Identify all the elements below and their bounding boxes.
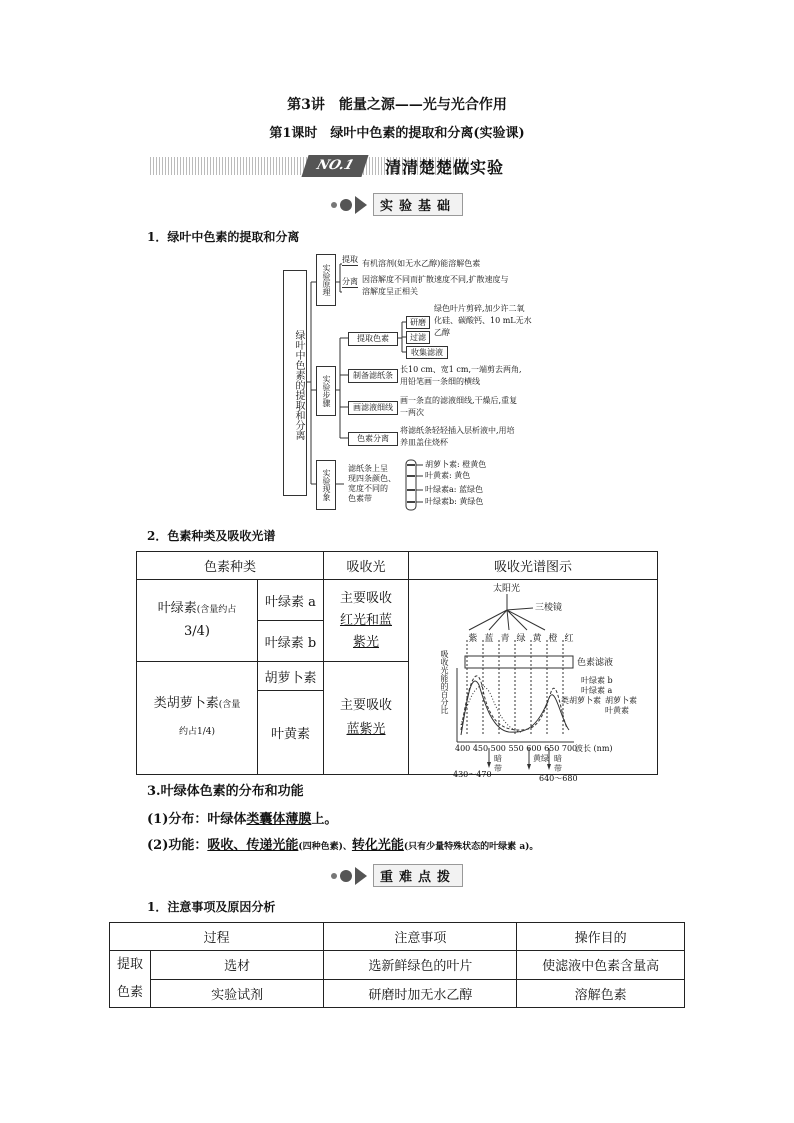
- fc-root: 绿叶中色素的提取和分离: [283, 270, 307, 496]
- cell-chlorophyll: [137, 580, 258, 662]
- fig-leg-caro: 胡萝卜素: [605, 696, 637, 705]
- fig-sun: 太阳光: [493, 584, 521, 594]
- fig-prism: 三棱镜: [535, 603, 563, 613]
- chl-name: 叶绿素: [157, 601, 197, 616]
- fc-s1-text1: 绿色叶片剪碎,加少许二氧: [434, 304, 525, 313]
- cell-carotenoid: [137, 662, 258, 775]
- fc-s4-text1: 将滤纸条轻轻插入层析液中,用培: [400, 426, 515, 435]
- th-spectrum: 吸收光谱图示: [409, 552, 658, 580]
- fig-yg: 黄绿: [533, 754, 549, 763]
- fc-extract: 提取: [342, 255, 358, 264]
- page-subtitle: 第1课时 绿叶中色素的提取和分离(实验课): [269, 126, 525, 141]
- banner-text: 清清楚楚做实验: [385, 158, 505, 177]
- band-chla: 叶绿素a: 蓝绿色: [425, 485, 484, 494]
- chl-note: (含量约占: [196, 605, 237, 615]
- fc-result-text2: 现四条颜色、: [348, 474, 396, 483]
- cell-purpose: 使滤液中色素含量高: [517, 951, 685, 980]
- section1-heading: 1．绿叶中色素的提取和分离: [147, 230, 300, 244]
- chl-abs1: 主要吸收: [339, 590, 392, 606]
- pigment-table: [136, 551, 658, 783]
- l2-underline2: 转化光能: [351, 838, 404, 853]
- fig-dark1: 暗带: [494, 754, 502, 773]
- car-abs2: 蓝紫光: [346, 722, 386, 737]
- l1-post: 上。: [311, 812, 338, 827]
- fig-range1: 430～470: [453, 770, 492, 779]
- cat-line2: 色素: [116, 985, 143, 1000]
- cell-chla: 叶绿素 a: [258, 580, 324, 621]
- arrow-icon: [355, 867, 367, 885]
- fig-dark2: 暗带: [554, 754, 562, 773]
- fig-color-label: 绿: [516, 634, 526, 644]
- dot-icon: [331, 873, 337, 879]
- fc-s2-text2: 用铅笔画一条细的横线: [400, 377, 480, 386]
- fig-range2: 640～680: [539, 774, 578, 783]
- section3-heading: 3.叶绿体色素的分布和功能: [147, 784, 304, 799]
- cell-item: 选材: [151, 951, 324, 980]
- fc-result-text4: 色素带: [348, 494, 372, 503]
- fig-ylabel: 吸收光能的百分比: [440, 650, 449, 714]
- fc-step1: 提取色素: [348, 332, 398, 346]
- l1-pre: (1)分布：叶绿体: [147, 812, 247, 827]
- cell-note: 选新鲜绿色的叶片: [324, 951, 517, 980]
- subhead-basics: [0, 193, 794, 216]
- fig-filtrate: 色素滤液: [577, 658, 614, 668]
- fig-color-label: 橙: [548, 634, 558, 644]
- fig-leg-car: 类胡萝卜素: [561, 696, 601, 705]
- cell-car-absorb: [324, 662, 409, 775]
- fc-step3: 画滤液细线: [348, 401, 398, 415]
- l2-pre: (2)功能：: [147, 838, 208, 853]
- section3-line2: [147, 834, 538, 853]
- band-chlb: 叶绿素b: 黄绿色: [425, 497, 484, 506]
- fig-color-label: 红: [564, 634, 574, 644]
- flowchart: [278, 252, 558, 514]
- cell-spectrum: [409, 580, 658, 783]
- cell-category: [110, 951, 151, 1008]
- car-abs1: 主要吸收: [339, 698, 392, 713]
- fc-s1-text2: 化硅、碳酸钙、10 mL无水: [434, 316, 532, 325]
- notes-table: [109, 922, 685, 1008]
- fc-sep-text1: 因溶解度不同而扩散速度不同,扩散速度与: [362, 275, 509, 284]
- section3-line1: [147, 808, 337, 827]
- section-banner: [150, 155, 650, 179]
- cell-carotene: 胡萝卜素: [258, 662, 324, 691]
- fc-principle: 实验原理: [316, 254, 336, 306]
- cell-note: 研磨时加无水乙醇: [324, 979, 517, 1008]
- arrow-icon: [355, 196, 367, 214]
- l2-note: (只有少量特殊状态的叶绿素 a)。: [403, 842, 539, 852]
- fig-leg-b: 叶绿素 b: [581, 676, 613, 685]
- cat-line1: 提取: [116, 957, 143, 972]
- cell-chlb: 叶绿素 b: [258, 621, 324, 662]
- fc-steps: 实验步骤: [316, 366, 336, 416]
- fc-result-text3: 宽度不同的: [348, 484, 388, 493]
- cell-xanthophyll: 叶黄素: [258, 691, 324, 775]
- fc-result: 实验现象: [316, 460, 336, 510]
- fc-result-text1: 滤纸条上呈: [348, 464, 388, 473]
- th-absorb: 吸收光: [324, 552, 409, 580]
- dot-icon: [331, 202, 337, 208]
- chl-abs2: 红光和蓝: [339, 612, 392, 628]
- th-note: 注意事项: [324, 923, 517, 951]
- fc-extract-text: 有机溶剂(如无水乙醇)能溶解色素: [362, 259, 481, 268]
- fc-filter: 过滤: [406, 331, 430, 344]
- th-process: 过程: [110, 923, 324, 951]
- fig-colors: [465, 634, 577, 644]
- section2-heading: 2．色素种类及吸收光谱: [147, 529, 276, 543]
- banner-tag: NO.1: [301, 155, 368, 177]
- page-title: 第3讲 能量之源——光与光合作用: [287, 97, 507, 113]
- fc-step2: 制备滤纸条: [348, 369, 398, 383]
- fc-grind: 研磨: [406, 316, 430, 329]
- fc-s1-text3: 乙醇: [434, 328, 450, 337]
- fc-s3-text2: 一两次: [400, 408, 424, 417]
- band-carotene: 胡萝卜素: 橙黄色: [425, 460, 487, 469]
- chl-abs3: 紫光: [352, 634, 379, 650]
- fig-color-label: 紫: [468, 634, 478, 644]
- l2-underline1: 吸收、传递光能: [207, 838, 299, 853]
- th-purpose: 操作目的: [517, 923, 685, 951]
- fc-s2-text1: 长10 cm、宽1 cm,一端剪去两角,: [400, 365, 522, 374]
- section4-heading: 1．注意事项及原因分析: [147, 900, 276, 914]
- fc-step4: 色素分离: [348, 432, 398, 446]
- th-type: 色素种类: [137, 552, 324, 580]
- dot-icon: [340, 870, 352, 882]
- fig-ticks: 400 450 500 550 600 650 700: [455, 744, 578, 753]
- fig-color-label: 蓝: [484, 634, 494, 644]
- cell-item: 实验试剂: [151, 979, 324, 1008]
- fig-color-label: 青: [500, 634, 510, 644]
- fc-s3-text1: 画一条直的滤液细线,干燥后,重复: [400, 396, 518, 405]
- cell-chl-absorb: [324, 580, 409, 662]
- l1-underline: 类囊体薄膜: [246, 812, 312, 827]
- fc-collect: 收集滤液: [406, 346, 448, 359]
- dot-icon: [340, 199, 352, 211]
- cell-purpose: 溶解色素: [517, 979, 685, 1008]
- subhead-label: 实验基础: [373, 193, 463, 216]
- fig-leg-xan: 叶黄素: [605, 706, 629, 715]
- fig-leg-a: 叶绿素 a: [581, 686, 613, 695]
- subhead-keypoints: [0, 864, 794, 887]
- fc-s4-text2: 养皿盖住烧杯: [400, 438, 448, 447]
- fc-separate: 分离: [342, 277, 358, 286]
- fig-xunit: 波长 (nm): [575, 744, 613, 753]
- l2-mid: (四种色素)、: [298, 842, 352, 852]
- subhead-label: 重难点拨: [373, 864, 463, 887]
- fc-sep-text2: 溶解度呈正相关: [362, 287, 418, 296]
- band-xanthophyll: 叶黄素: 黄色: [425, 471, 471, 480]
- car-name: 类胡萝卜素: [153, 696, 219, 711]
- car-frac: 约占1/4): [179, 727, 215, 737]
- chl-frac: 3/4): [184, 624, 210, 639]
- fig-color-label: 黄: [532, 634, 542, 644]
- car-note: (含量: [218, 700, 241, 710]
